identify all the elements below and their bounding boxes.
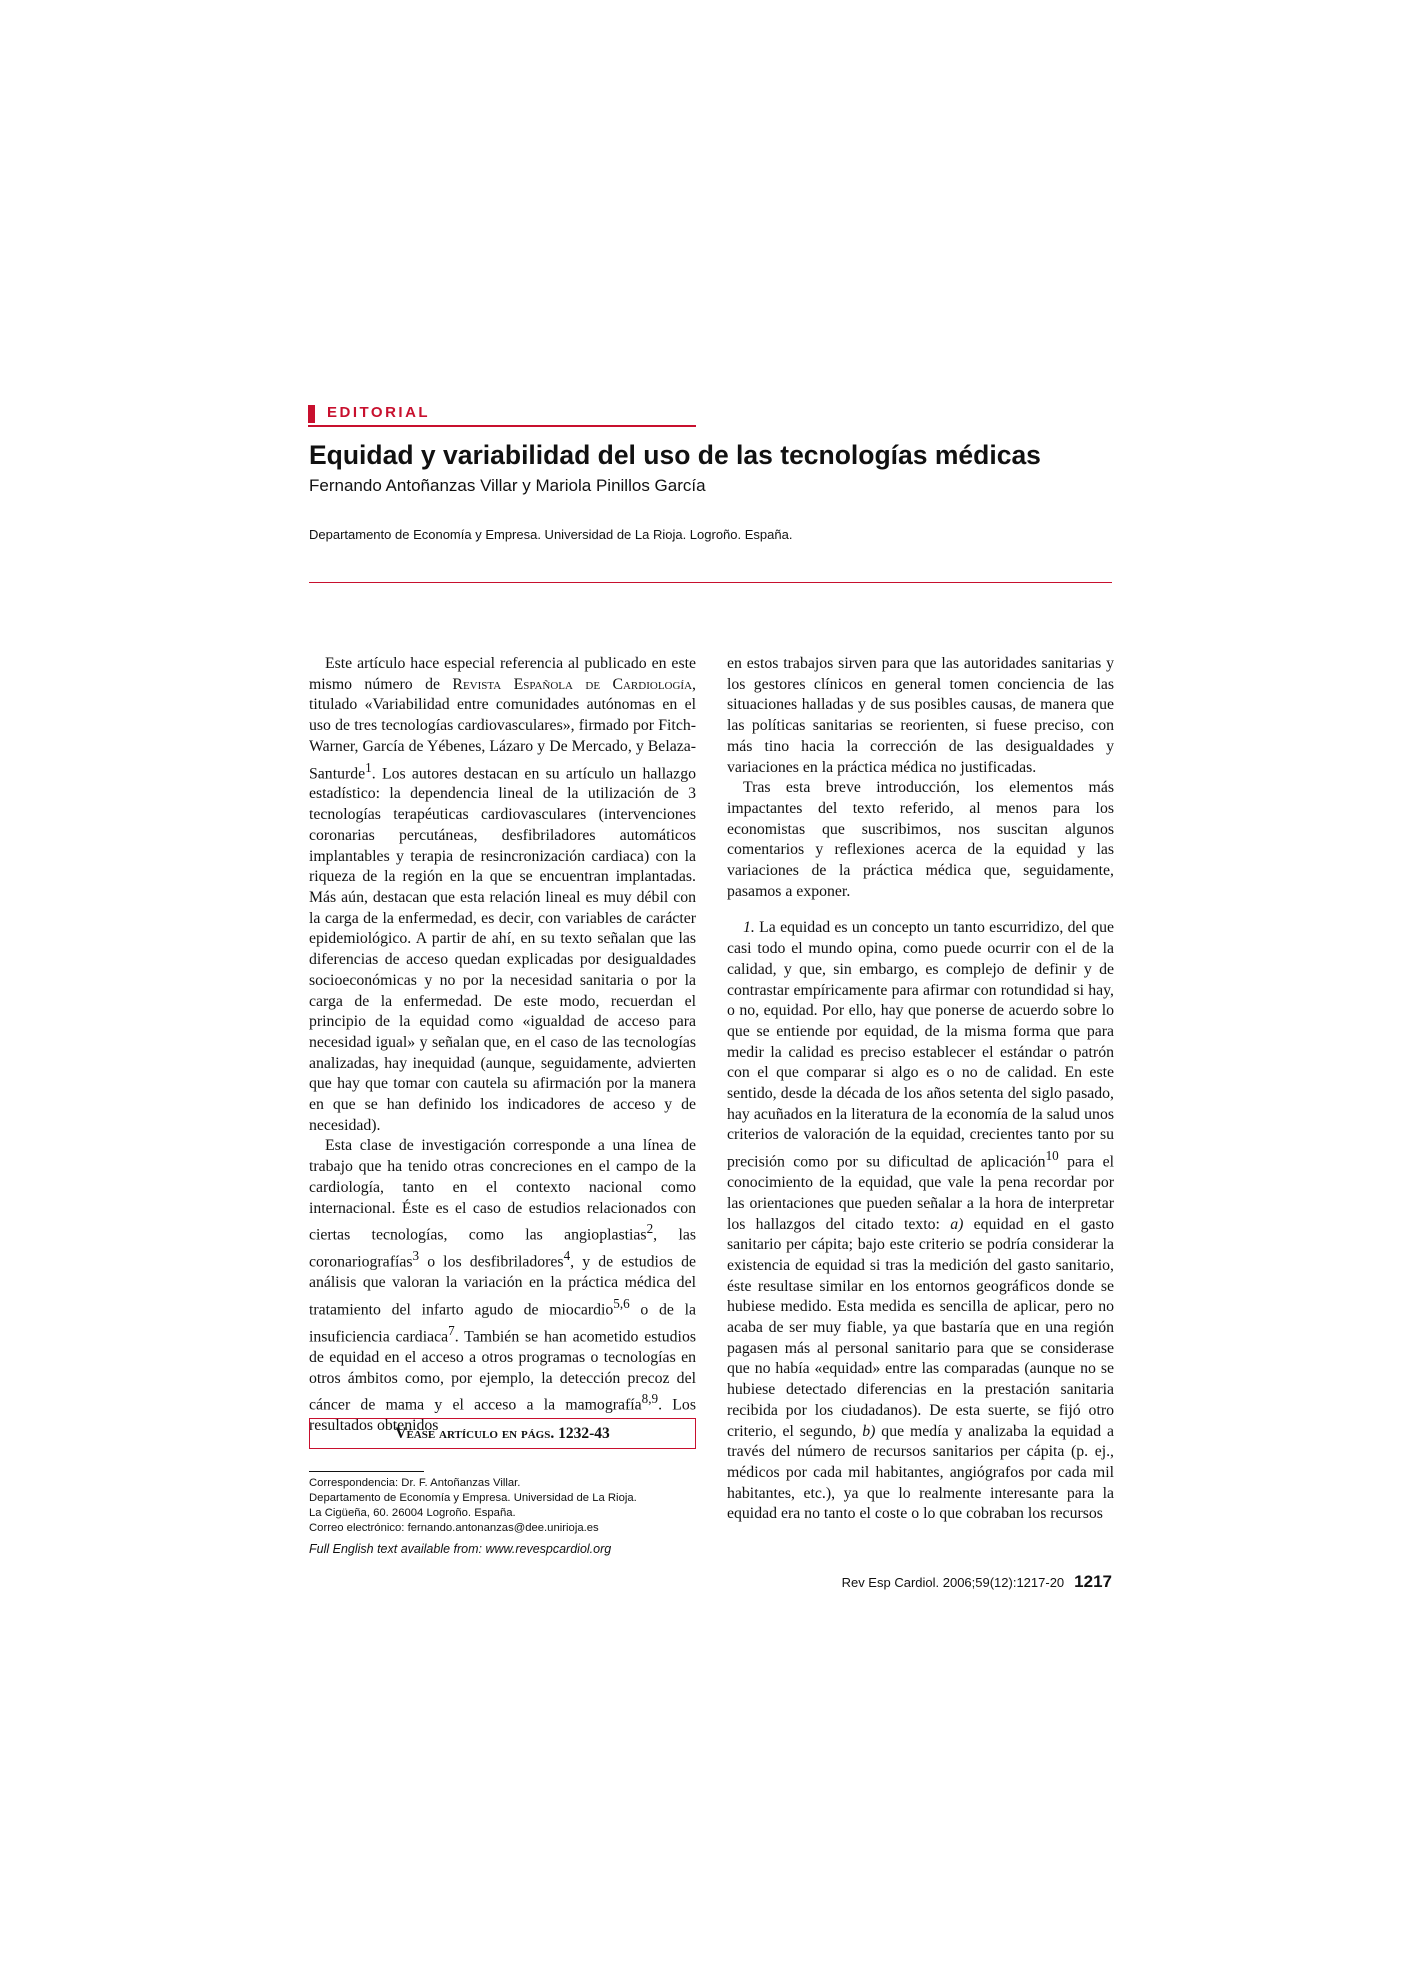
reference-marker: 10 [1045,1148,1059,1164]
body-paragraph: Este artículo hace especial referencia al publicado en este mismo número de Revista Española de Cardiología, titulado «Variabilidad entre comunidades autónomas en el uso de tres tecnologías cardiovasculares», firmado por Fitch-Warner, García de Yébenes, Lázaro y De Mercado, y Belaza-Santurde$^1$. Los autores destacan en su artículo un hallazgo estadístico: la dependencia lineal de la utilización de 3 tecnologías terapéuticas cardiovasculares (intervenciones coronarias percutáneas, desfibriladores automáticos implantables y terapia de resincronización cardiaca) con la riqueza de la región en la que se encuentran implantadas. Más aún, destacan que esta relación lineal es muy débil con la carga de la enfermedad, es decir, con variables de carácter epidemiológico. A partir de ahí, en su texto señalan que las diferencias de acceso quedan explicadas por desigualdades socioeconómicas y no por la necesidad sanitaria o por la carga de la enfermedad. De este modo, recuerdan el principio de la equidad como «igualdad de acceso para necesidad igual» y señalan que, en el caso de las tecnologías analizadas, hay inequidad (aunque, seguidamente, advierten que hay que tomar con cautela su afirmación por la manera en que se han definido los indicadores de acceso y de necesidad). [309,655,696,1134]
footnote-rule [309,1471,424,1472]
section-marker [308,405,315,423]
reference-marker: 4 [563,1248,571,1264]
article-authors: Fernando Antoñanzas Villar y Mariola Pinillos García [309,476,706,495]
journal-citation: Rev Esp Cardiol. 2006;59(12):1217-20 [841,1575,1065,1590]
running-footer [842,1572,1112,1592]
page-number: 1217 [1074,1572,1112,1591]
reference-marker: 2 [646,1221,654,1237]
reference-marker: 3 [412,1248,420,1264]
see-article-prefix: Véase artículo en págs. [395,1425,555,1442]
see-article-pages: 1232-43 [558,1425,610,1442]
body-paragraph: Tras esta breve introducción, los elementos más impactantes del texto referido, al menos para los economistas que suscribimos, nos suscitan algunos comentarios y reflexiones acerca de la equidad y las variaciones de la práctica médica que, seguidamente, pasamos a exponer. [727,779,1114,900]
english-text-note: Full English text available from: www.revespcardiol.org [309,1542,612,1556]
reference-marker: 5,6 [613,1295,630,1311]
body-paragraph: en estos trabajos sirven para que las autoridades sanitarias y los gestores clínicos en general tomen conciencia de las situaciones halladas y de sus posibles causas, de manera que las políticas sanitarias se reorienten, si fuese preciso, con más tino hacia la corrección de las desigualdades y variaciones en la práctica médica no justificadas. [727,655,1114,776]
point-number: 1. [743,919,755,937]
correspondence-note: Correspondencia: Dr. F. Antoñanzas Villar. Departamento de Economía y Empresa. Universidad de La Rioja. La Cigüeña, 60. 26004 Logroño. España. Correo electrónico: fernando.antonanzas@dee.unirioja.es [309,1477,637,1534]
reference-marker: 7 [448,1322,455,1338]
reference-marker: 8,9 [641,1391,659,1407]
body-paragraph: 1. La equidad es un concepto un tanto escurridizo, del que casi todo el mundo opina, como puede ocurrir con el de la calidad, y que, sin embargo, es complejo de definir y de contrastar empíricamente para afirmar con rotundidad si hay, o no, equidad. Por ello, hay que ponerse de acuerdo sobre lo que se entiende por equidad, de la misma forma que para medir la calidad es preciso establecer el estándar o patrón con el que comparar si algo es o no de calidad. En este sentido, desde la década de los años setenta del siglo pasado, hay acuñados en la literatura de la economía de la salud unos criterios de valoración de la equidad, crecientes tanto por su precisión como por su dificultad de aplicación$^{10}$ para el conocimiento de la equidad, que vale la pena recordar por las orientaciones que pueden señalar a la hora de interpretar los hallazgos del citado texto: a) equidad en el gasto sanitario per cápita; bajo este criterio se podría considerar la existencia de equidad si tras la medición del gasto sanitario, éste resultase similar en los entornos geográficos donde se hubiese medido. Esta medida es sencilla de aplicar, pero no acaba de ser muy fiable, ya que bastaría que en una región pagasen más al personal sanitario para que se considerase que no había «equidad» entre las comparadas (aunque no se hubiese detectado diferencias en la prestación sanitaria recibida por los ciudadanos). De esta suerte, se fijó otro criterio, el segundo, b) que medía y analizaba la equidad a través del número de recursos sanitarios per cápita (p. ej., médicos por cada mil habitantes, angiógrafos por cada mil habitantes, etc.), ya que lo realmente interesante para la equidad era no tanto el coste o lo que cobraban los recursos [727,919,1115,1523]
article-title: Equidad y variabilidad del uso de las tecnologías médicas [309,440,1041,470]
reference-marker: 1 [365,759,372,775]
see-article-box [309,1418,696,1449]
correspondence-email: Correo electrónico: fernando.antonanzas@dee.unirioja.es [309,1522,599,1534]
section-rule [308,425,696,427]
section-tag [308,402,696,426]
body-column-left [309,654,696,1437]
section-label: EDITORIAL [327,404,431,421]
header-rule [309,582,1112,583]
article-affiliation: Departamento de Economía y Empresa. Universidad de La Rioja. Logroño. España. [309,527,793,542]
body-paragraph: Esta clase de investigación corresponde a una línea de trabajo que ha tenido otras concreciones en el campo de la cardiología, tanto en el contexto nacional como internacional. Éste es el caso de estudios relacionados con ciertas tecnologías, como las angioplastias$^2$, las coronariografías$^3$ o los desfibriladores$^4$, y de estudios de análisis que valoran la variación en la práctica médica del tratamiento del infarto agudo de miocardio$^{5,6}$ o de la insuficiencia cardiaca$^7$. También se han acometido estudios de equidad en el acceso a otros programas o tecnologías en otros ámbitos como, por ejemplo, la detección precoz del cáncer de mama y el acceso a la mamografía$^{8,9}$. Los resultados obtenidos [309,1137,697,1435]
body-column-right [727,654,1114,1525]
journal-name: Revista Española de Cardiología [452,675,693,693]
